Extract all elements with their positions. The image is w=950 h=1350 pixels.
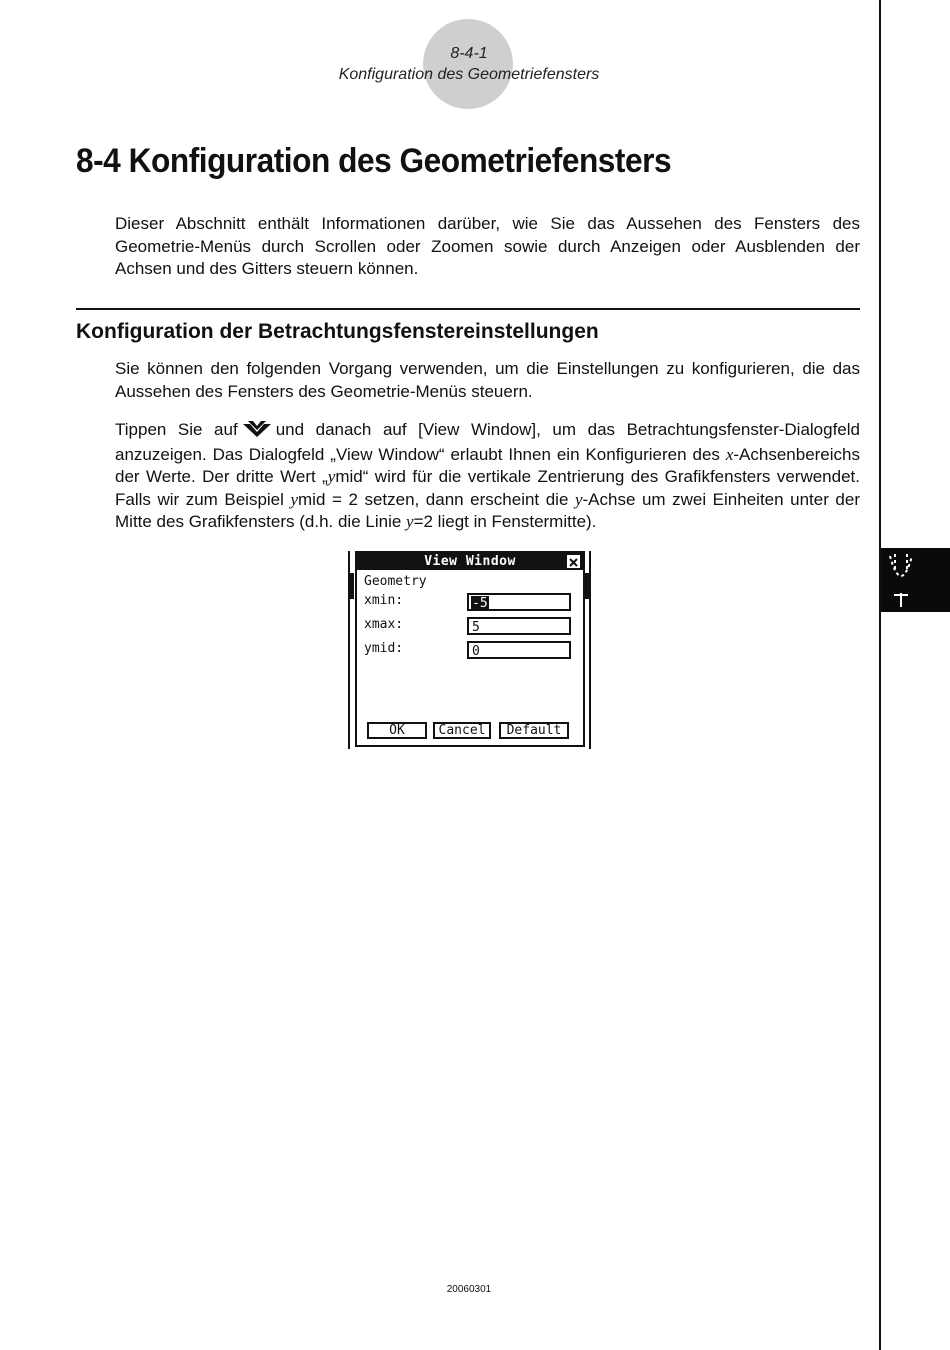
section-title: Konfiguration der Betrachtungsfenstereinstellungen — [76, 320, 599, 343]
default-button[interactable]: Default — [499, 722, 569, 739]
text-run: mid“ wird für die vertikale Zentrierung des Grafikfensters verwendet. Falls wir zum Beispiel — [115, 467, 860, 509]
chapter-tab — [881, 548, 950, 612]
text-run: und danach auf [View Window], um das Betrachtungsfenster-Dialogfeld anzuzeigen. Das Dialogfeld „View Window“ erlaubt Ihnen ein Konfigurieren des — [115, 420, 860, 464]
geometry-chapter-icon — [881, 548, 950, 612]
xmax-field[interactable] — [467, 617, 571, 635]
running-title: Konfiguration des Geometriefensters — [338, 66, 600, 83]
screen-frame-tab-left — [348, 573, 354, 599]
ymid-field[interactable] — [467, 641, 571, 659]
page-number: 8-4-1 — [450, 45, 488, 62]
screen-frame-tab-right — [585, 573, 591, 599]
variable-x: x — [725, 444, 734, 464]
margin-rule — [879, 0, 881, 1350]
ymid-label: ymid: — [364, 641, 404, 656]
group-label: Geometry — [364, 574, 427, 589]
ok-button[interactable]: OK — [367, 722, 427, 739]
variable-y: y — [406, 512, 414, 531]
section-paragraph-1: Sie können den folgenden Vorgang verwenden, um die Einstellungen zu konfigurieren, die das Aussehen des Fensters des Geometrie-Menüs steuern. — [115, 359, 860, 401]
text-run: mid = 2 setzen, dann erscheint die — [298, 489, 575, 509]
variable-y: y — [574, 489, 583, 509]
dialog-title: View Window — [424, 554, 516, 569]
intro-paragraph: Dieser Abschnitt enthält Informationen darüber, wie Sie das Aussehen des Fensters des Geometrie-Menüs durch Scrollen oder Zoomen sowie durch Anzeigen oder Ausblenden der Achsen und des Gitters steuern können. — [115, 214, 860, 278]
xmin-field[interactable] — [467, 593, 571, 611]
dialog-titlebar — [357, 553, 583, 570]
text-run: Tippen Sie auf — [115, 420, 238, 439]
cancel-button[interactable]: Cancel — [433, 722, 491, 739]
header-circle-decoration — [423, 19, 513, 109]
xmin-label: xmin: — [364, 593, 404, 608]
double-chevron-down-icon — [242, 421, 272, 444]
text-run: -Achse um zwei Einheiten unter der Mitte des Grafikfensters (d.h. die Linie — [115, 489, 860, 531]
xmax-label: xmax: — [364, 617, 404, 632]
ymid-value: 0 — [472, 644, 480, 659]
variable-y: y — [290, 489, 299, 509]
view-window-dialog — [355, 551, 585, 747]
variable-y: y — [327, 467, 336, 486]
xmax-value: 5 — [472, 620, 480, 635]
section-paragraph-2 — [115, 419, 860, 534]
xmin-value: -5 — [472, 596, 488, 611]
text-run: =2 liegt in Fenstermitte). — [413, 512, 597, 531]
view-window-screenshot — [348, 551, 591, 749]
close-x-icon[interactable] — [567, 555, 580, 568]
text-run: -Achsenbereichs der Werte. Der dritte Wert „ — [115, 444, 860, 486]
footer-code: 20060301 — [446, 1284, 492, 1295]
section-divider — [76, 308, 860, 310]
chapter-title: 8-4 Konfiguration des Geometriefensters — [76, 142, 672, 180]
